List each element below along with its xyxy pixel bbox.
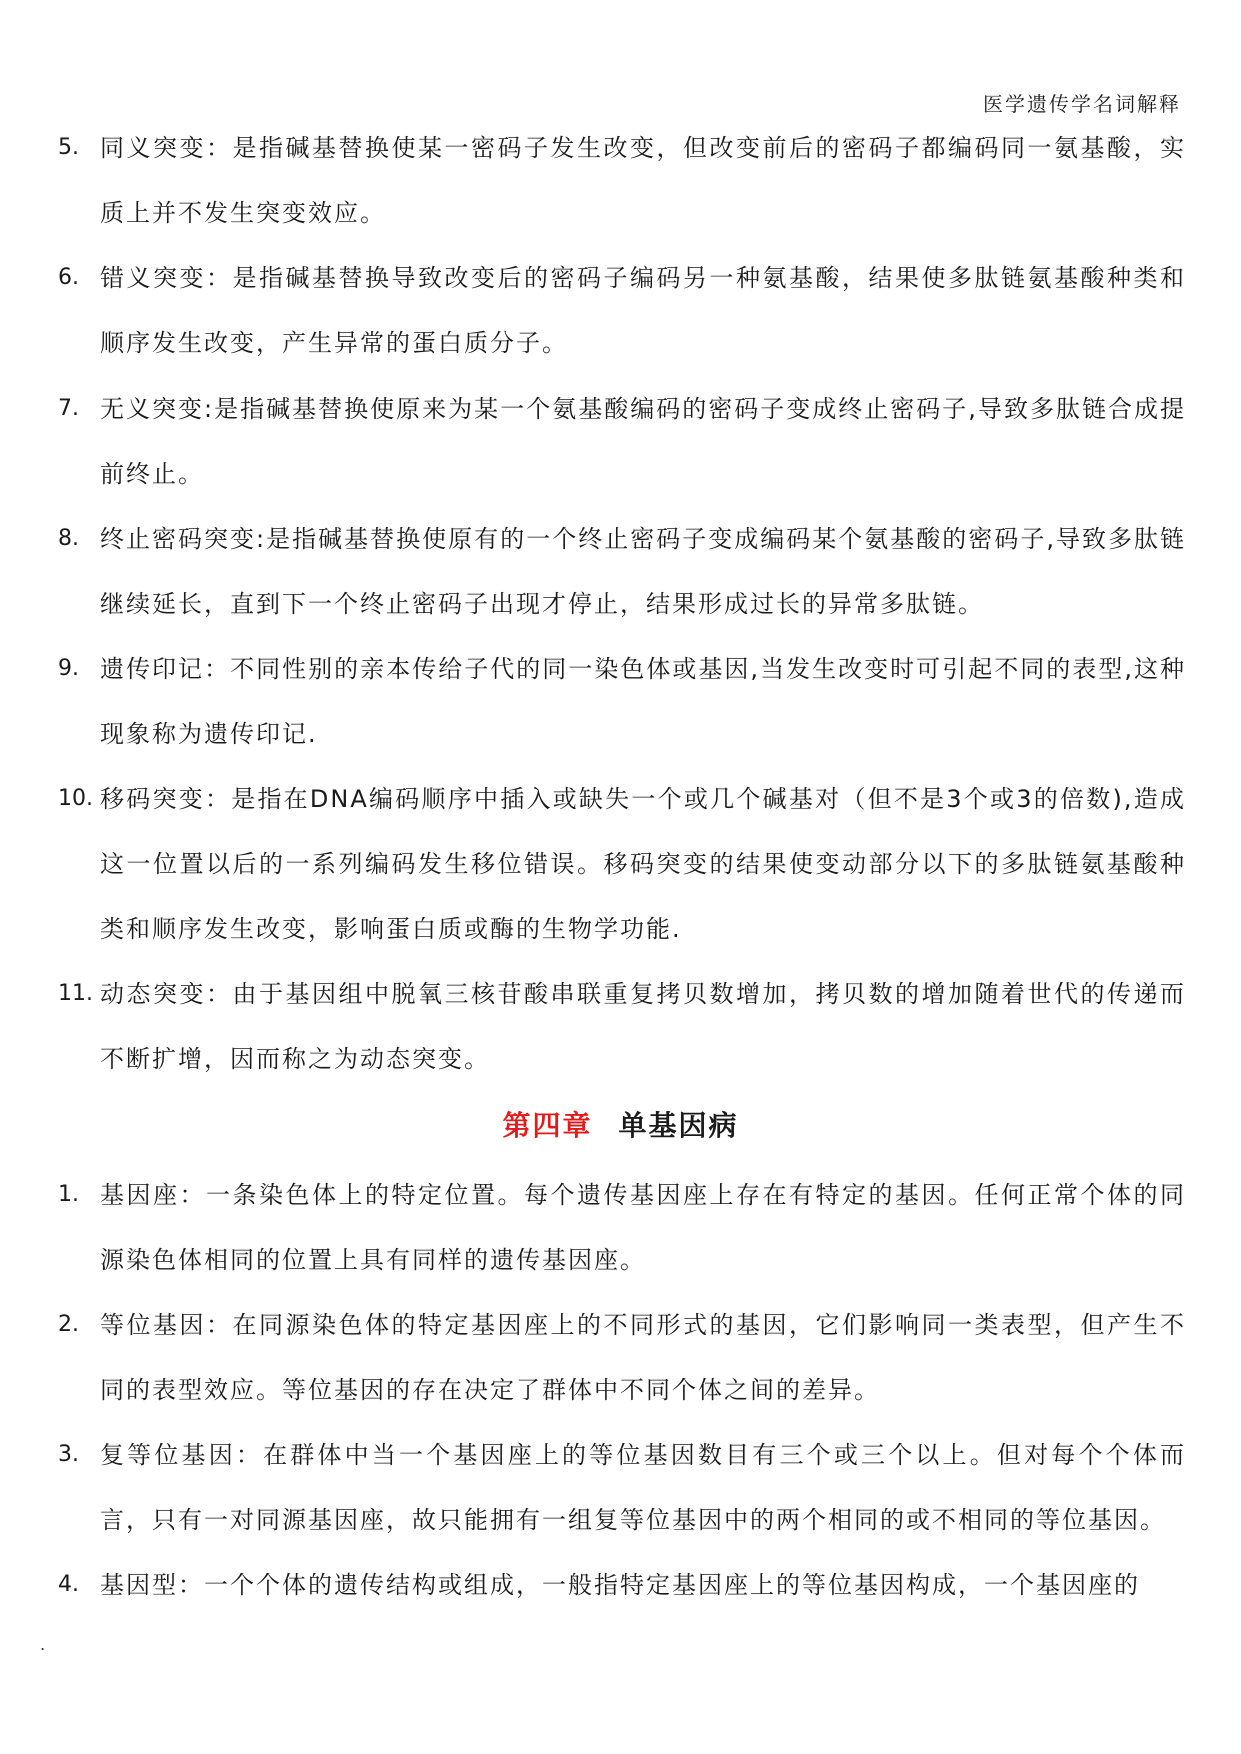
item-text: 等位基因：在同源染色体的特定基因座上的不同形式的基因，它们影响同一类表型，但产生不同的表型效应。等位基因的存在决定了群体中不同个体之间的差异。 — [100, 1311, 1186, 1404]
item-number: 6. — [58, 265, 79, 290]
item-text: 基因座：一条染色体上的特定位置。每个遗传基因座上存在有特定的基因。任何正常个体的同源染色体相同的位置上具有同样的遗传基因座。 — [100, 1181, 1186, 1274]
item-number: 3. — [58, 1442, 79, 1467]
page-header: 医学遗传学名词解释 — [983, 92, 1181, 116]
footer-mark: . — [40, 1635, 46, 1654]
item-text: 同义突变：是指碱基替换使某一密码子发生改变，但改变前后的密码子都编码同一氨基酸，实质上并不发生突变效应。 — [100, 134, 1186, 227]
item-number: 5. — [58, 135, 79, 160]
item-number: 2. — [58, 1312, 79, 1337]
list-item — [58, 511, 1186, 641]
list-item — [58, 1557, 1186, 1622]
list-item — [58, 1297, 1186, 1427]
item-text: 错义突变：是指碱基替换导致改变后的密码子编码另一种氨基酸，结果使多肽链氨基酸种类和顺序发生改变，产生异常的蛋白质分子。 — [100, 264, 1186, 357]
item-number: 9. — [58, 656, 79, 681]
item-number: 8. — [58, 526, 79, 551]
list-item — [58, 966, 1186, 1096]
list-item — [58, 771, 1186, 966]
item-text: 移码突变：是指在DNA编码顺序中插入或缺失一个或几个碱基对（但不是3个或3的倍数),造成这一位置以后的一系列编码发生移位错误。移码突变的结果使变动部分以下的多肽链氨基酸种类和顺序发生改变，影响蛋白质或酶的生物学功能. — [100, 785, 1186, 943]
list-item — [58, 1427, 1186, 1557]
chapter-heading — [0, 1104, 1241, 1144]
item-text: 复等位基因：在群体中当一个基因座上的等位基因数目有三个或三个以上。但对每个个体而言，只有一对同源基因座，故只能拥有一组复等位基因中的两个相同的或不相同的等位基因。 — [100, 1441, 1186, 1534]
item-number: 10. — [58, 786, 93, 811]
item-number: 11. — [58, 981, 93, 1006]
item-number: 1. — [58, 1182, 79, 1207]
item-text: 无义突变:是指碱基替换使原来为某一个氨基酸编码的密码子变成终止密码子,导致多肽链合成提前终止。 — [100, 395, 1186, 488]
list-item — [58, 120, 1186, 250]
list-item — [58, 250, 1186, 380]
item-number: 7. — [58, 396, 79, 421]
chapter-title: 单基因病 — [618, 1109, 739, 1142]
item-text: 遗传印记：不同性别的亲本传给子代的同一染色体或基因,当发生改变时可引起不同的表型,这种现象称为遗传印记. — [100, 655, 1186, 748]
item-text: 终止密码突变:是指碱基替换使原有的一个终止密码子变成编码某个氨基酸的密码子,导致多肽链继续延长，直到下一个终止密码子出现才停止，结果形成过长的异常多肽链。 — [100, 525, 1186, 618]
list-item — [58, 1167, 1186, 1297]
item-text: 动态突变：由于基因组中脱氧三核苷酸串联重复拷贝数增加，拷贝数的增加随着世代的传递而不断扩增，因而称之为动态突变。 — [100, 980, 1186, 1073]
list-item — [58, 641, 1186, 771]
list-item — [58, 381, 1186, 511]
item-text: 基因型：一个个体的遗传结构或组成，一般指特定基因座上的等位基因构成，一个基因座的 — [100, 1571, 1140, 1599]
chapter-number: 第四章 — [502, 1109, 593, 1142]
item-number: 4. — [58, 1572, 79, 1597]
